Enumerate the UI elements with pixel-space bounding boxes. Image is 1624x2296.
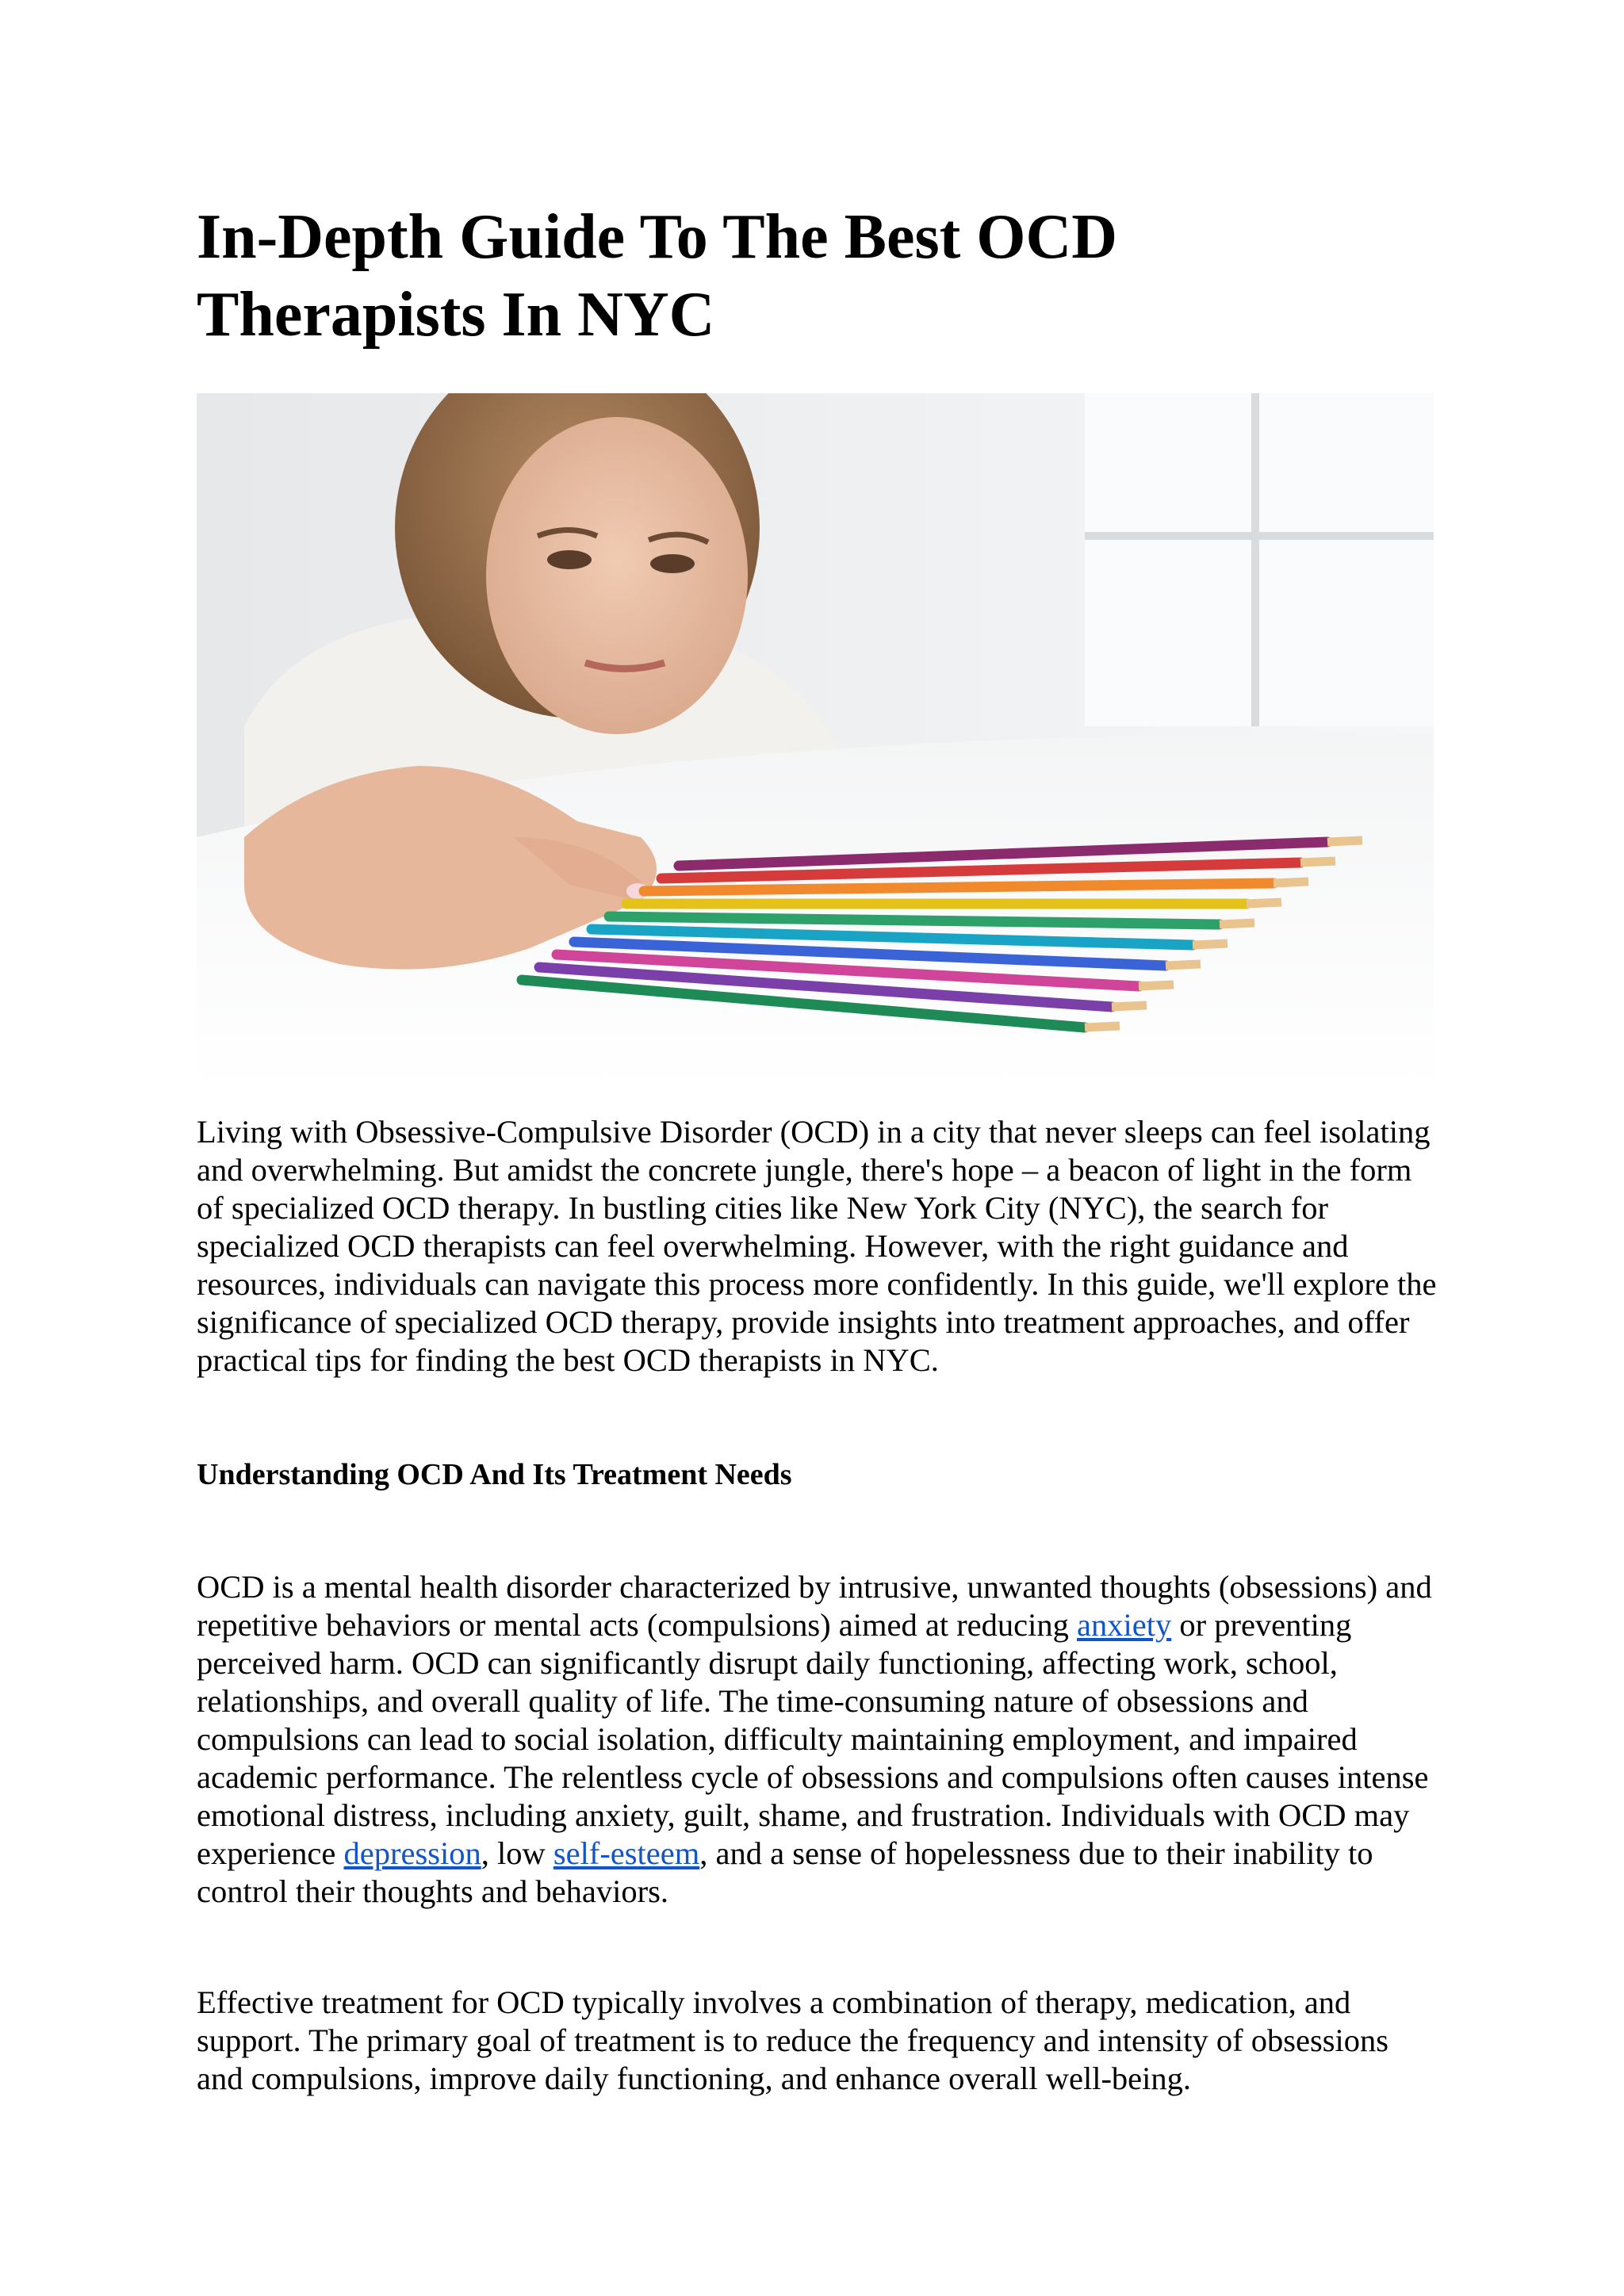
pencil-tip xyxy=(1112,1005,1147,1007)
intro-paragraph: Living with Obsessive-Compulsive Disorder (OCD) in a city that never sleeps can feel isolating and overwhelming. But amidst the concrete jungle, there's hope – a beacon of light in the form of specialized OCD therapy. In bustling cities like New York City (NYC), the search for specialized OCD therapists can feel overwhelming. However, with the right guidance and resources, individuals can navigate this process more confidently. In this guide, we'll explore the significance of specialized OCD therapy, provide insights into treatment approaches, and offer practical tips for finding the best OCD therapists in NYC. xyxy=(197,1114,1437,1378)
pencil-tip xyxy=(1327,840,1362,842)
section-paragraph-2: Effective treatment for OCD typically involves a combination of therapy, medication, and support. The primary goal of treatment is to reduce the frequency and intensity of obsessions and compulsions, improve daily functioning, and enhance overall well-being. xyxy=(197,1984,1388,2096)
anxiety-link[interactable]: anxiety xyxy=(1077,1607,1172,1643)
section-p1-part1: OCD is a mental health disorder characterized by intrusive, unwanted thoughts (obsessions) and repetitive behaviors or mental acts (compulsions) aimed at reducing xyxy=(197,1569,1432,1643)
pencil-tip xyxy=(1139,985,1174,986)
hero-illustration xyxy=(197,393,1434,1089)
hero-image xyxy=(197,393,1434,1089)
section-p1-part4: , and a sense of hopelessness due to their inability to control their thoughts and behaviors. xyxy=(197,1835,1373,1909)
section-p1-part2: or preventing perceived harm. OCD can significantly disrupt daily functioning, affecting work, school, relationships, and overall quality of life. The time-consuming nature of obsessions and compulsions can lead to social isolation, difficulty maintaining employment, and impaired academic performance. The relentless cycle of obsessions and compulsions often causes intense emotional distress, including anxiety, guilt, shame, and frustration. Individuals with OCD may experience xyxy=(197,1607,1429,1871)
section-heading: Understanding OCD And Its Treatment Needs xyxy=(197,1458,792,1491)
left-eye xyxy=(547,550,592,569)
title-line-1: In-Depth Guide To The Best OCD xyxy=(197,202,1118,272)
section-paragraph-1 xyxy=(197,1568,1442,1911)
page-title xyxy=(197,198,1307,354)
pencil-tip xyxy=(1085,1026,1120,1027)
pencil-tip xyxy=(1274,882,1308,883)
pencil-tip xyxy=(1193,943,1228,945)
pencil-tip xyxy=(1300,861,1335,863)
self-esteem-link[interactable]: self-esteem xyxy=(553,1835,700,1871)
section-p1-part3: , low xyxy=(481,1835,553,1871)
title-line-2: Therapists In NYC xyxy=(197,280,715,350)
pencil-tip xyxy=(1166,964,1201,966)
right-eye xyxy=(650,554,695,573)
pencil-tip xyxy=(1247,902,1281,904)
pencil-tip xyxy=(1220,923,1254,924)
face xyxy=(486,417,748,734)
window-frame xyxy=(1251,393,1259,726)
window-frame-horizontal xyxy=(1085,532,1434,540)
depression-link[interactable]: depression xyxy=(343,1835,481,1871)
